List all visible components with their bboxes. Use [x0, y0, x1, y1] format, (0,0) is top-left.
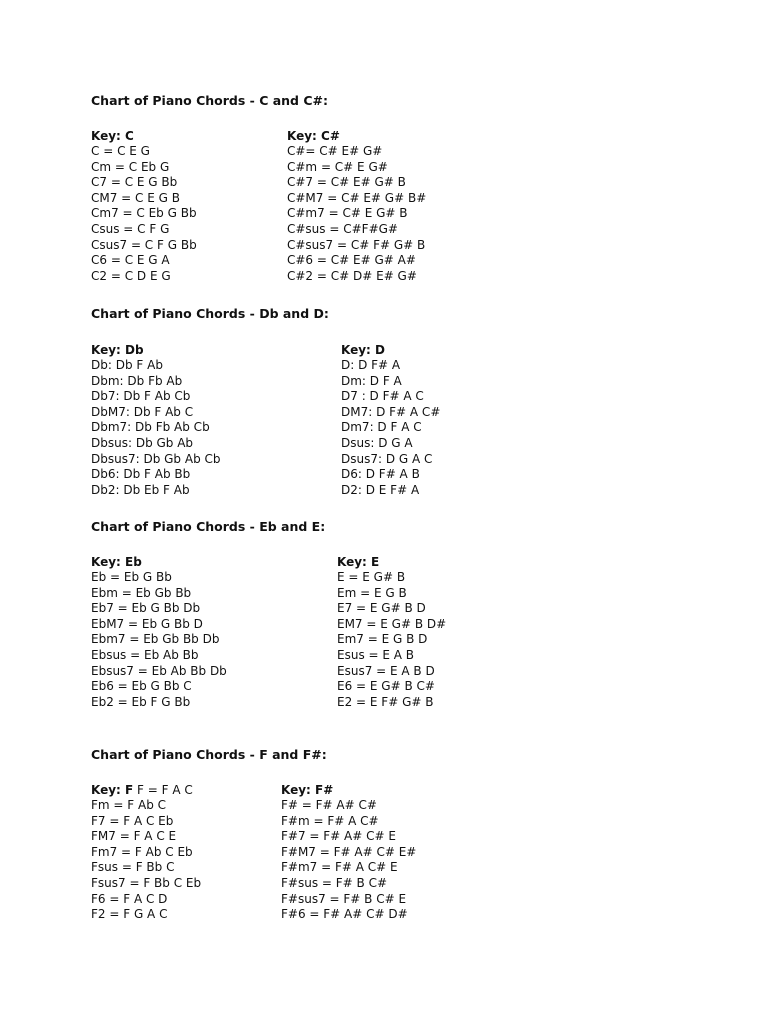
- chord-line: Db7: Db F Ab Cb: [91, 389, 191, 404]
- chord-line: EbM7 = Eb G Bb D: [91, 616, 203, 631]
- chord-line: Ebm7 = Eb Gb Bb Db: [91, 632, 220, 647]
- chord-line: C#m = C# E G#: [287, 159, 388, 174]
- section-title: Chart of Piano Chords - Eb and E:: [91, 519, 326, 534]
- chord-line: F6 = F A C D: [91, 891, 168, 906]
- chord-line: E7 = E G# B D: [337, 601, 426, 616]
- chord-line: Eb2 = Eb F G Bb: [91, 694, 191, 709]
- chord-line: E2 = E F# G# B: [337, 694, 434, 709]
- chord-line: D6: D F# A B: [341, 467, 420, 482]
- chord-line: Dsus7: D G A C: [341, 451, 433, 466]
- chord-line: Fsus7 = F Bb C Eb: [91, 875, 202, 890]
- chord-line: C7 = C E G Bb: [91, 175, 178, 190]
- chord-line: Dbsus7: Db Gb Ab Cb: [91, 451, 221, 466]
- chord-line: C#M7 = C# E# G# B#: [287, 190, 427, 205]
- chord-line: Dm7: D F A C: [341, 420, 422, 435]
- chord-line: C2 = C D E G: [91, 268, 171, 283]
- section-f: [91, 747, 731, 947]
- left-column: [91, 554, 227, 710]
- chord-line: C#6 = C# E# G# A#: [287, 253, 416, 268]
- chord-line: Em7 = E G B D: [337, 632, 428, 647]
- chord-line: F#m7 = F# A C# E: [281, 860, 398, 875]
- chord-line: F#sus7 = F# B C# E: [281, 891, 407, 906]
- chord-line: Cm = C Eb G: [91, 159, 170, 174]
- chord-line: Fsus = F Bb C: [91, 860, 175, 875]
- key-first-chord: F = F A C: [133, 783, 193, 797]
- chord-line: C#sus = C#F#G#: [287, 221, 398, 236]
- chord-line: C = C E G: [91, 144, 150, 158]
- chord-line: Csus7 = C F G Bb: [91, 237, 197, 252]
- chord-line: Esus = E A B: [337, 647, 415, 662]
- chord-line: Cm7 = C Eb G Bb: [91, 206, 197, 221]
- right-column: [281, 782, 416, 923]
- chord-line: Em = E G B: [337, 585, 407, 600]
- chord-line: D2: D E F# A: [341, 482, 420, 497]
- chord-line: F#7 = F# A# C# E: [281, 829, 396, 844]
- chord-line: Db2: Db Eb F Ab: [91, 482, 190, 497]
- section-title: Chart of Piano Chords - Db and D:: [91, 306, 329, 321]
- chord-line: Dbsus: Db Gb Ab: [91, 435, 194, 450]
- chord-line: DM7: D F# A C#: [341, 404, 441, 419]
- chord-line: C#7 = C# E# G# B: [287, 175, 406, 190]
- chord-line: Dbm7: Db Fb Ab Cb: [91, 420, 210, 435]
- chord-line: F#sus = F# B C#: [281, 875, 388, 890]
- chord-line: C6 = C E G A: [91, 253, 170, 268]
- key-heading: Key: C: [91, 129, 134, 143]
- chord-line: Db: Db F Ab: [91, 358, 163, 372]
- key-heading: [91, 782, 201, 798]
- chord-line: F#6 = F# A# C# D#: [281, 907, 408, 922]
- chord-line: Eb7 = Eb G Bb Db: [91, 601, 201, 616]
- chord-line: F7 = F A C Eb: [91, 813, 174, 828]
- chord-line: D7 : D F# A C: [341, 389, 424, 404]
- chord-line: F# = F# A# C#: [281, 798, 377, 812]
- section-eb: [91, 519, 731, 719]
- section-c: [91, 93, 731, 293]
- chord-line: D: D F# A: [341, 358, 401, 372]
- section-db: [91, 306, 731, 506]
- key-heading: Key: E: [337, 555, 380, 569]
- chord-line: Db6: Db F Ab Bb: [91, 467, 191, 482]
- chord-line: EM7 = E G# B D#: [337, 616, 447, 631]
- key-label: Key: F: [91, 783, 134, 797]
- chord-line: Ebm = Eb Gb Bb: [91, 585, 192, 600]
- section-title: Chart of Piano Chords - F and F#:: [91, 747, 327, 762]
- chord-line: CM7 = C E G B: [91, 190, 180, 205]
- chord-line: Dbm: Db Fb Ab: [91, 373, 183, 388]
- right-column: [341, 342, 440, 498]
- chord-line: F#M7 = F# A# C# E#: [281, 844, 417, 859]
- chord-line: FM7 = F A C E: [91, 829, 177, 844]
- chord-line: F#m = F# A C#: [281, 813, 379, 828]
- key-heading: Key: Db: [91, 343, 144, 357]
- left-column: [91, 342, 221, 498]
- chord-line: C#2 = C# D# E# G#: [287, 268, 417, 283]
- key-heading: Key: F#: [281, 783, 334, 797]
- left-column: [91, 128, 197, 284]
- chord-line: F2 = F G A C: [91, 907, 168, 922]
- left-column: [91, 782, 201, 923]
- chord-line: C#sus7 = C# F# G# B: [287, 237, 426, 252]
- chord-line: Ebsus = Eb Ab Bb: [91, 647, 199, 662]
- right-column: [337, 554, 446, 710]
- key-heading: Key: Eb: [91, 555, 142, 569]
- chord-line: Fm = F Ab C: [91, 798, 167, 812]
- chord-line: Dsus: D G A: [341, 435, 413, 450]
- chord-line: C#= C# E# G#: [287, 144, 383, 158]
- chord-line: Eb = Eb G Bb: [91, 570, 172, 584]
- chord-line: Fm7 = F Ab C Eb: [91, 844, 193, 859]
- right-column: [287, 128, 426, 284]
- chord-line: C#m7 = C# E G# B: [287, 206, 408, 221]
- key-heading: Key: C#: [287, 129, 340, 143]
- chord-line: Dm: D F A: [341, 373, 402, 388]
- chord-line: Esus7 = E A B D: [337, 663, 435, 678]
- chord-line: Ebsus7 = Eb Ab Bb Db: [91, 663, 227, 678]
- chord-line: E = E G# B: [337, 570, 406, 584]
- section-title: Chart of Piano Chords - C and C#:: [91, 93, 329, 108]
- key-heading: Key: D: [341, 343, 385, 357]
- chord-line: Eb6 = Eb G Bb C: [91, 679, 192, 694]
- chord-line: DbM7: Db F Ab C: [91, 404, 194, 419]
- chord-line: Csus = C F G: [91, 221, 170, 236]
- chord-line: E6 = E G# B C#: [337, 679, 435, 694]
